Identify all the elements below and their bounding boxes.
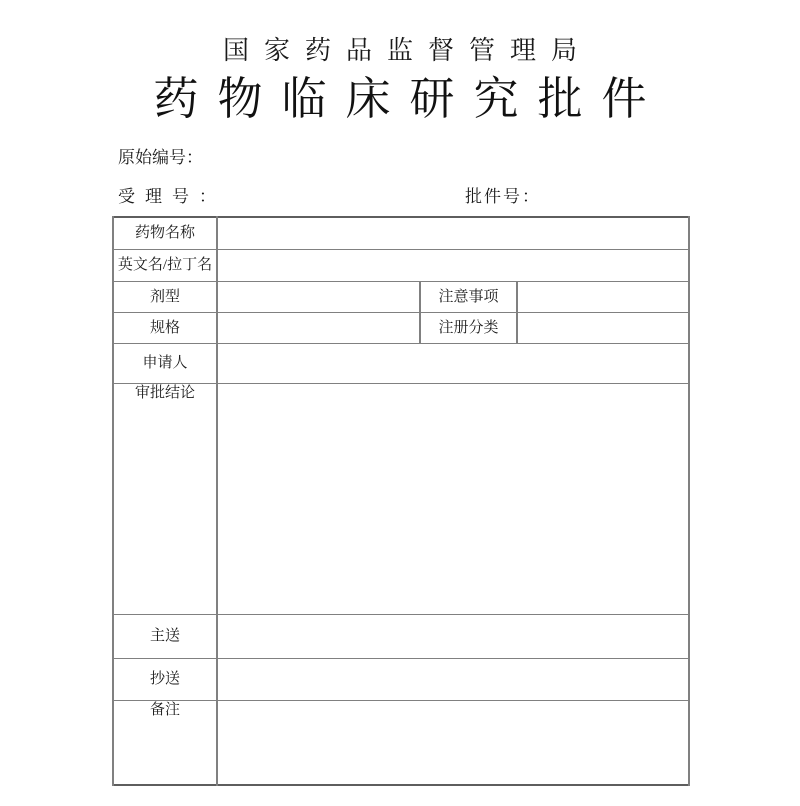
cc-label: 抄送: [113, 658, 217, 700]
precautions-value-cell: [517, 281, 689, 312]
table-row-dosage-form: [113, 281, 689, 312]
applicant-value-cell: [217, 343, 689, 383]
drug-name-value-cell: [217, 217, 689, 249]
table-row-specification: [113, 312, 689, 343]
approval-form-table: [112, 216, 690, 786]
table-row-drug-name: [113, 217, 689, 249]
approval-conclusion-label: 审批结论: [113, 383, 217, 614]
table-row-main-delivery: [113, 614, 689, 658]
remarks-value-cell: [217, 700, 689, 785]
specification-label: 规格: [113, 312, 217, 343]
table-row-cc: [113, 658, 689, 700]
registration-class-label: 注册分类: [420, 312, 517, 343]
dosage-form-value-cell: [217, 281, 420, 312]
org-title: 国家药品监督管理局: [222, 36, 592, 65]
acceptance-number-label: 受理号：: [118, 187, 226, 206]
applicant-label: 申请人: [113, 343, 217, 383]
table-row-remarks: [113, 700, 689, 785]
dosage-form-label: 剂型: [113, 281, 217, 312]
drug-name-label: 药物名称: [113, 217, 217, 249]
original-number-label: 原始编号：: [118, 148, 203, 167]
english-latin-name-label: 英文名/拉丁名: [113, 249, 217, 281]
table-row-applicant: [113, 343, 689, 383]
approval-number-label: 批件号：: [465, 187, 541, 206]
remarks-label: 备注: [113, 700, 217, 785]
precautions-label: 注意事项: [420, 281, 517, 312]
page-title: 药物临床研究批件: [153, 74, 666, 124]
cc-value-cell: [217, 658, 689, 700]
english-latin-name-value-cell: [217, 249, 689, 281]
approval-conclusion-value-cell: [217, 383, 689, 614]
specification-value-cell: [217, 312, 420, 343]
table-row-approval-conclusion: [113, 383, 689, 614]
table-row-english-name: [113, 249, 689, 281]
main-delivery-label: 主送: [113, 614, 217, 658]
main-delivery-value-cell: [217, 614, 689, 658]
registration-class-value-cell: [517, 312, 689, 343]
